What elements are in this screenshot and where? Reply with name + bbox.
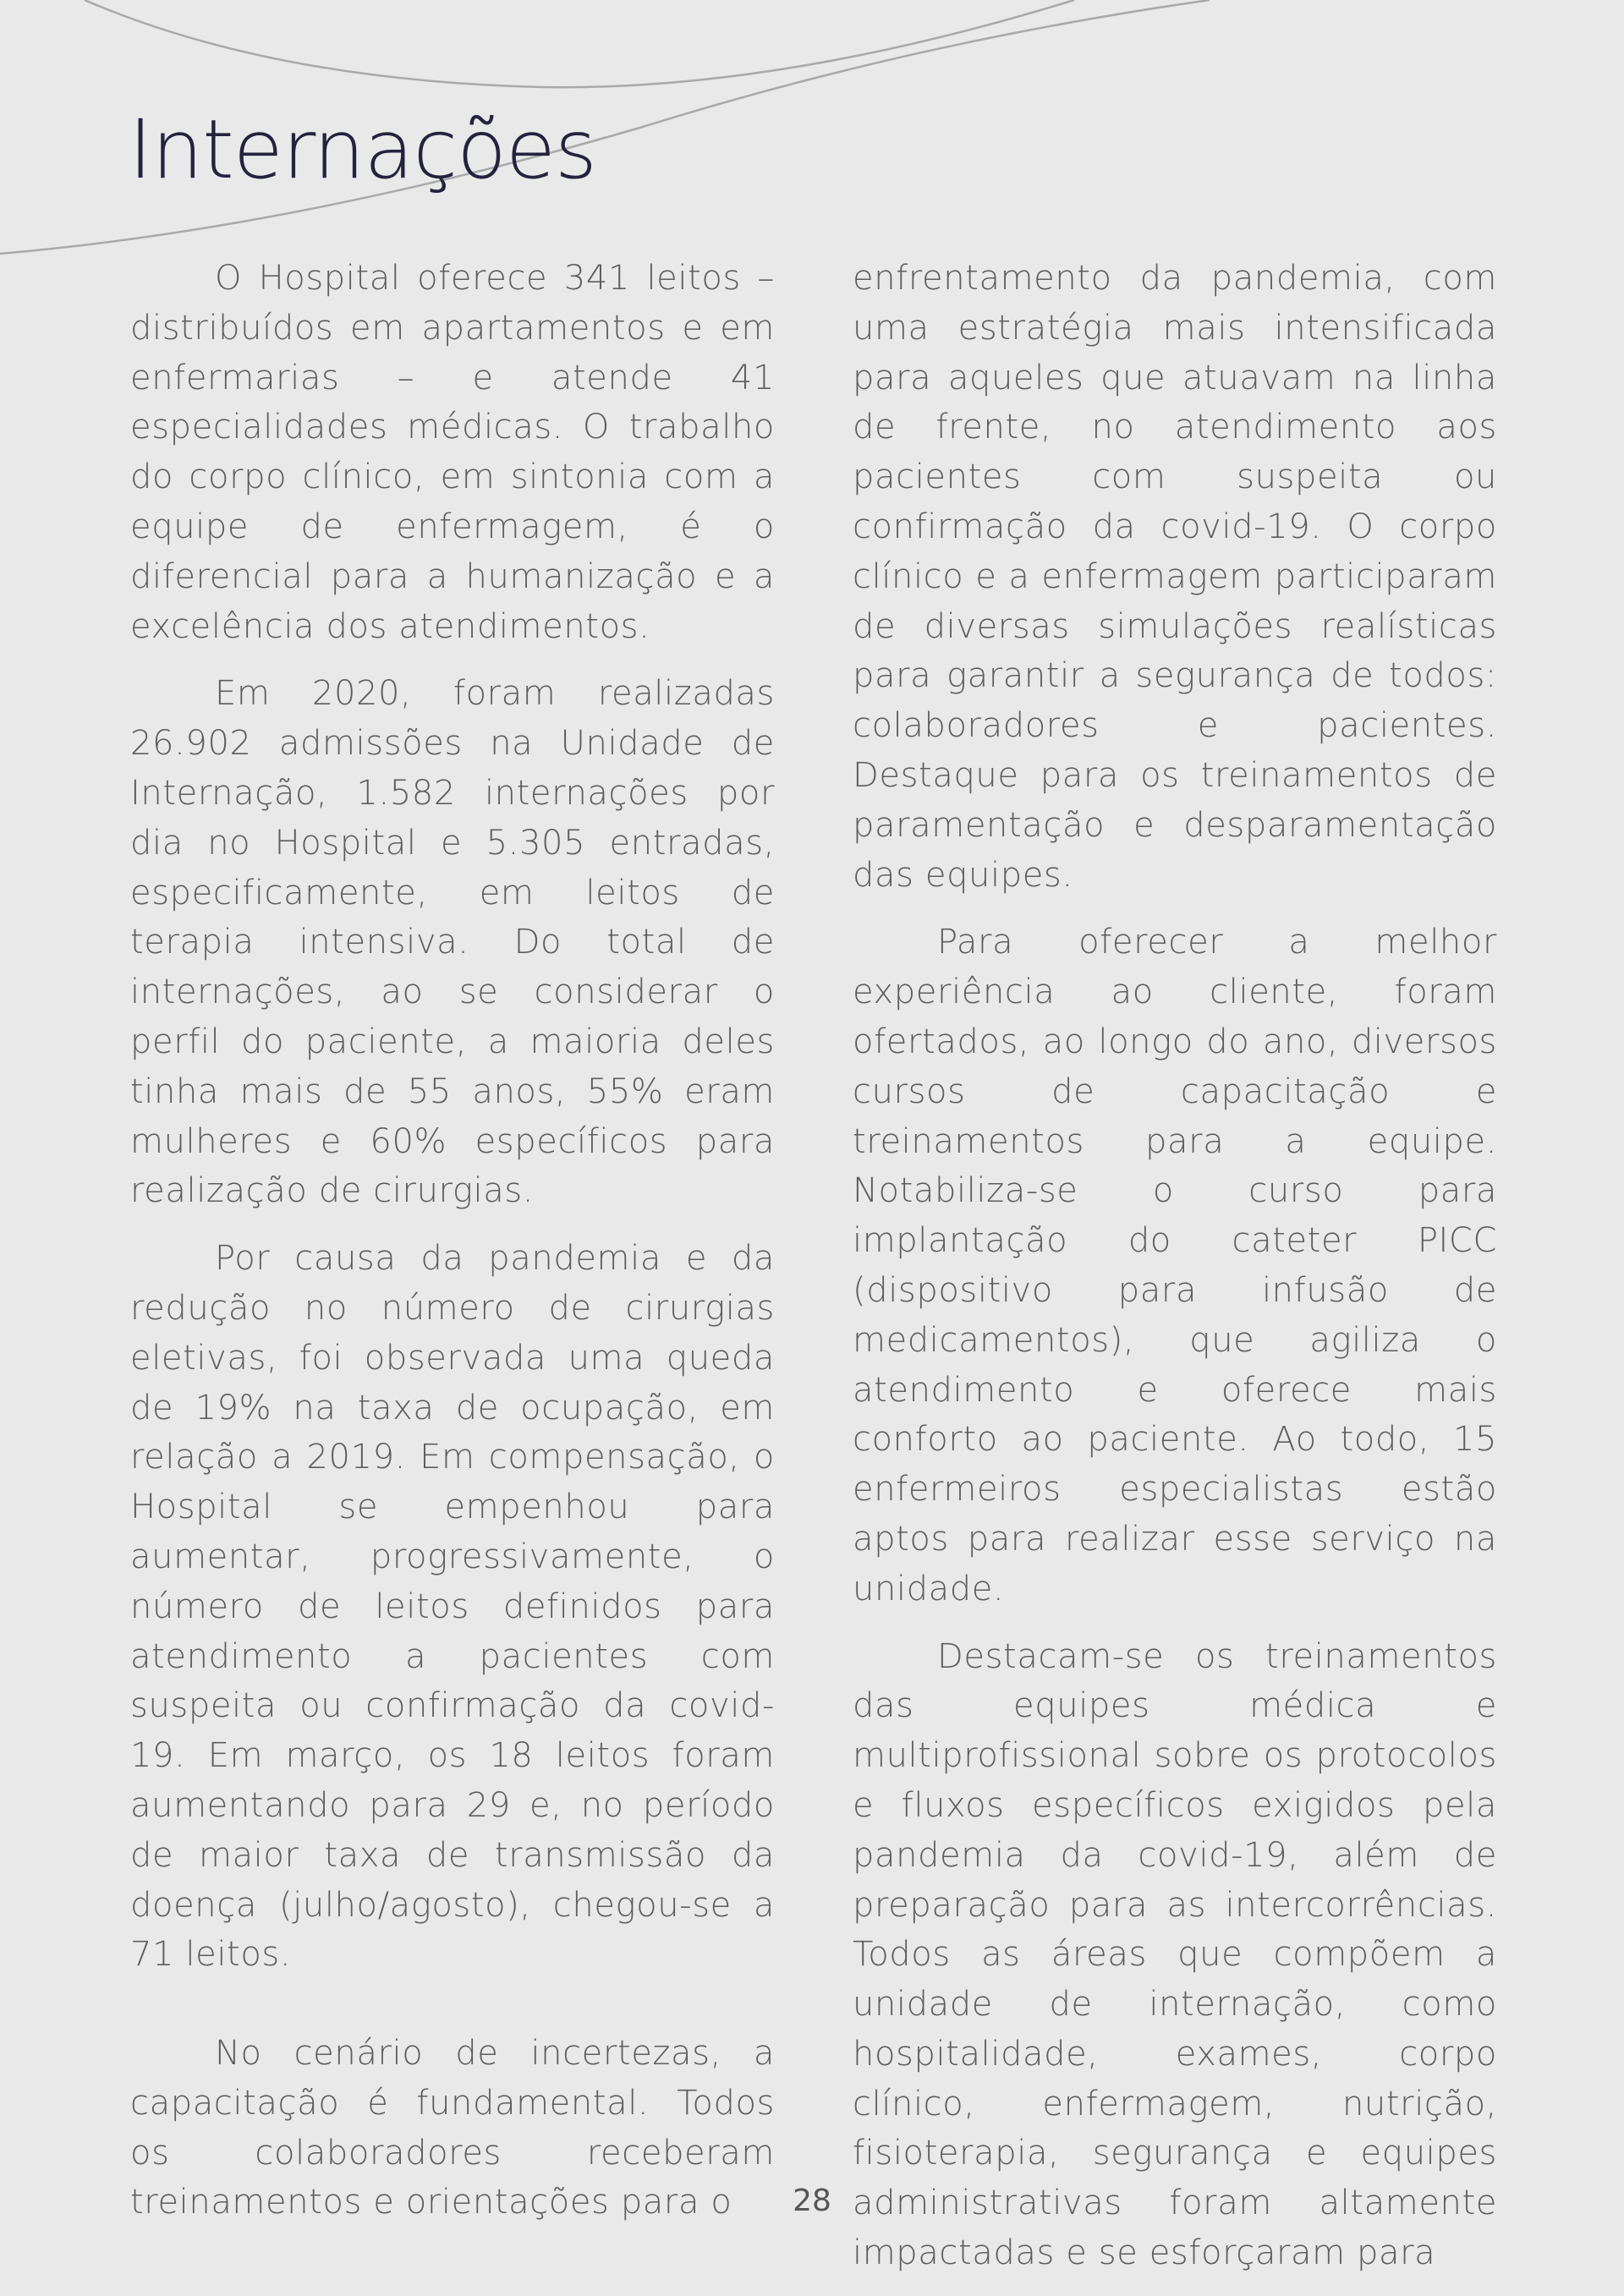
paragraph-customer-experience: Para oferecer a melhor experiência ao cliente, foram ofertados, ao longo do ano, diversos cursos de capacitação e treinamentos para a equipe. Notabiliza-se o curso para implantação do cateter PICC (dispositivo para infusão de medicamentos), que agiliza o atendimento e oferece mais conforto ao paciente. Ao todo, 15 enfermeiros especialistas estão aptos para realizar esse serviço na unidade. [853, 923, 1497, 1608]
page-number: 28 [793, 2184, 831, 2218]
paragraph-training-continued: enfrentamento da pandemia, com uma estratégia mais intensificada para aqueles que atuavam na linha de frente, no atendimento aos pacientes com suspeita ou confirmação da covid-19. O corpo clínico e a enfermagem participaram de diversas simulações realísticas para garantir a segurança de todos: colaboradores e pacientes. Destaque para os treinamentos de paramentação e desparamentação das equipes. [853, 259, 1497, 895]
paragraph-admissions-2020: Em 2020, foram realizadas 26.902 admissões na Unidade de Internação, 1.582 internações por dia no Hospital e 5.305 entradas, especificamente, em leitos de terapia intensiva. Do total de internações, ao se considerar o perfil do paciente, a maioria deles tinha mais de 55 anos, 55% eram mulheres e 60% específicos para realização de cirurgias. [130, 674, 775, 1211]
paragraph-training-intro: No cenário de incertezas, a capacitação é fundamental. Todos os colaboradores receberam treinamentos e orientações para o [130, 2034, 775, 2222]
right-column [853, 254, 1497, 2296]
page-title: Internações [129, 102, 596, 197]
paragraph-hospital-overview: O Hospital oferece 341 leitos – distribuídos em apartamentos e em enfermarias – e atende 41 especialidades médicas. O trabalho do corpo clínico, em sintonia com a equipe de enfermagem, é o diferencial para a humanização e a excelência dos atendimentos. [130, 259, 775, 646]
left-column [130, 254, 775, 2245]
paragraph-team-training: Destacam-se os treinamentos das equipes médica e multiprofissional sobre os protocolos e fluxos específicos exigidos pela pandemia da covid-19, além de preparação para as intercorrências. Todos as áreas que compõem a unidade de internação, como hospitalidade, exames, corpo clínico, enfermagem, nutrição, fisioterapia, segurança e equipes administrativas foram altamente impactadas e se esforçaram para [853, 1636, 1497, 2273]
decorative-curve-arc [85, 0, 1074, 87]
paragraph-pandemic-occupancy: Por causa da pandemia e da redução no número de cirurgias eletivas, foi observada uma queda de 19% na taxa de ocupação, em relação a 2019. Em compensação, o Hospital se empenhou para aumentar, progressivamente, o número de leitos definidos para atendimento a pacientes com suspeita ou confirmação da covid-19. Em março, os 18 leitos foram aumentando para 29 e, no período de maior taxa de transmissão da doença (julho/agosto), chegou-se a 71 leitos. [130, 1239, 775, 1975]
